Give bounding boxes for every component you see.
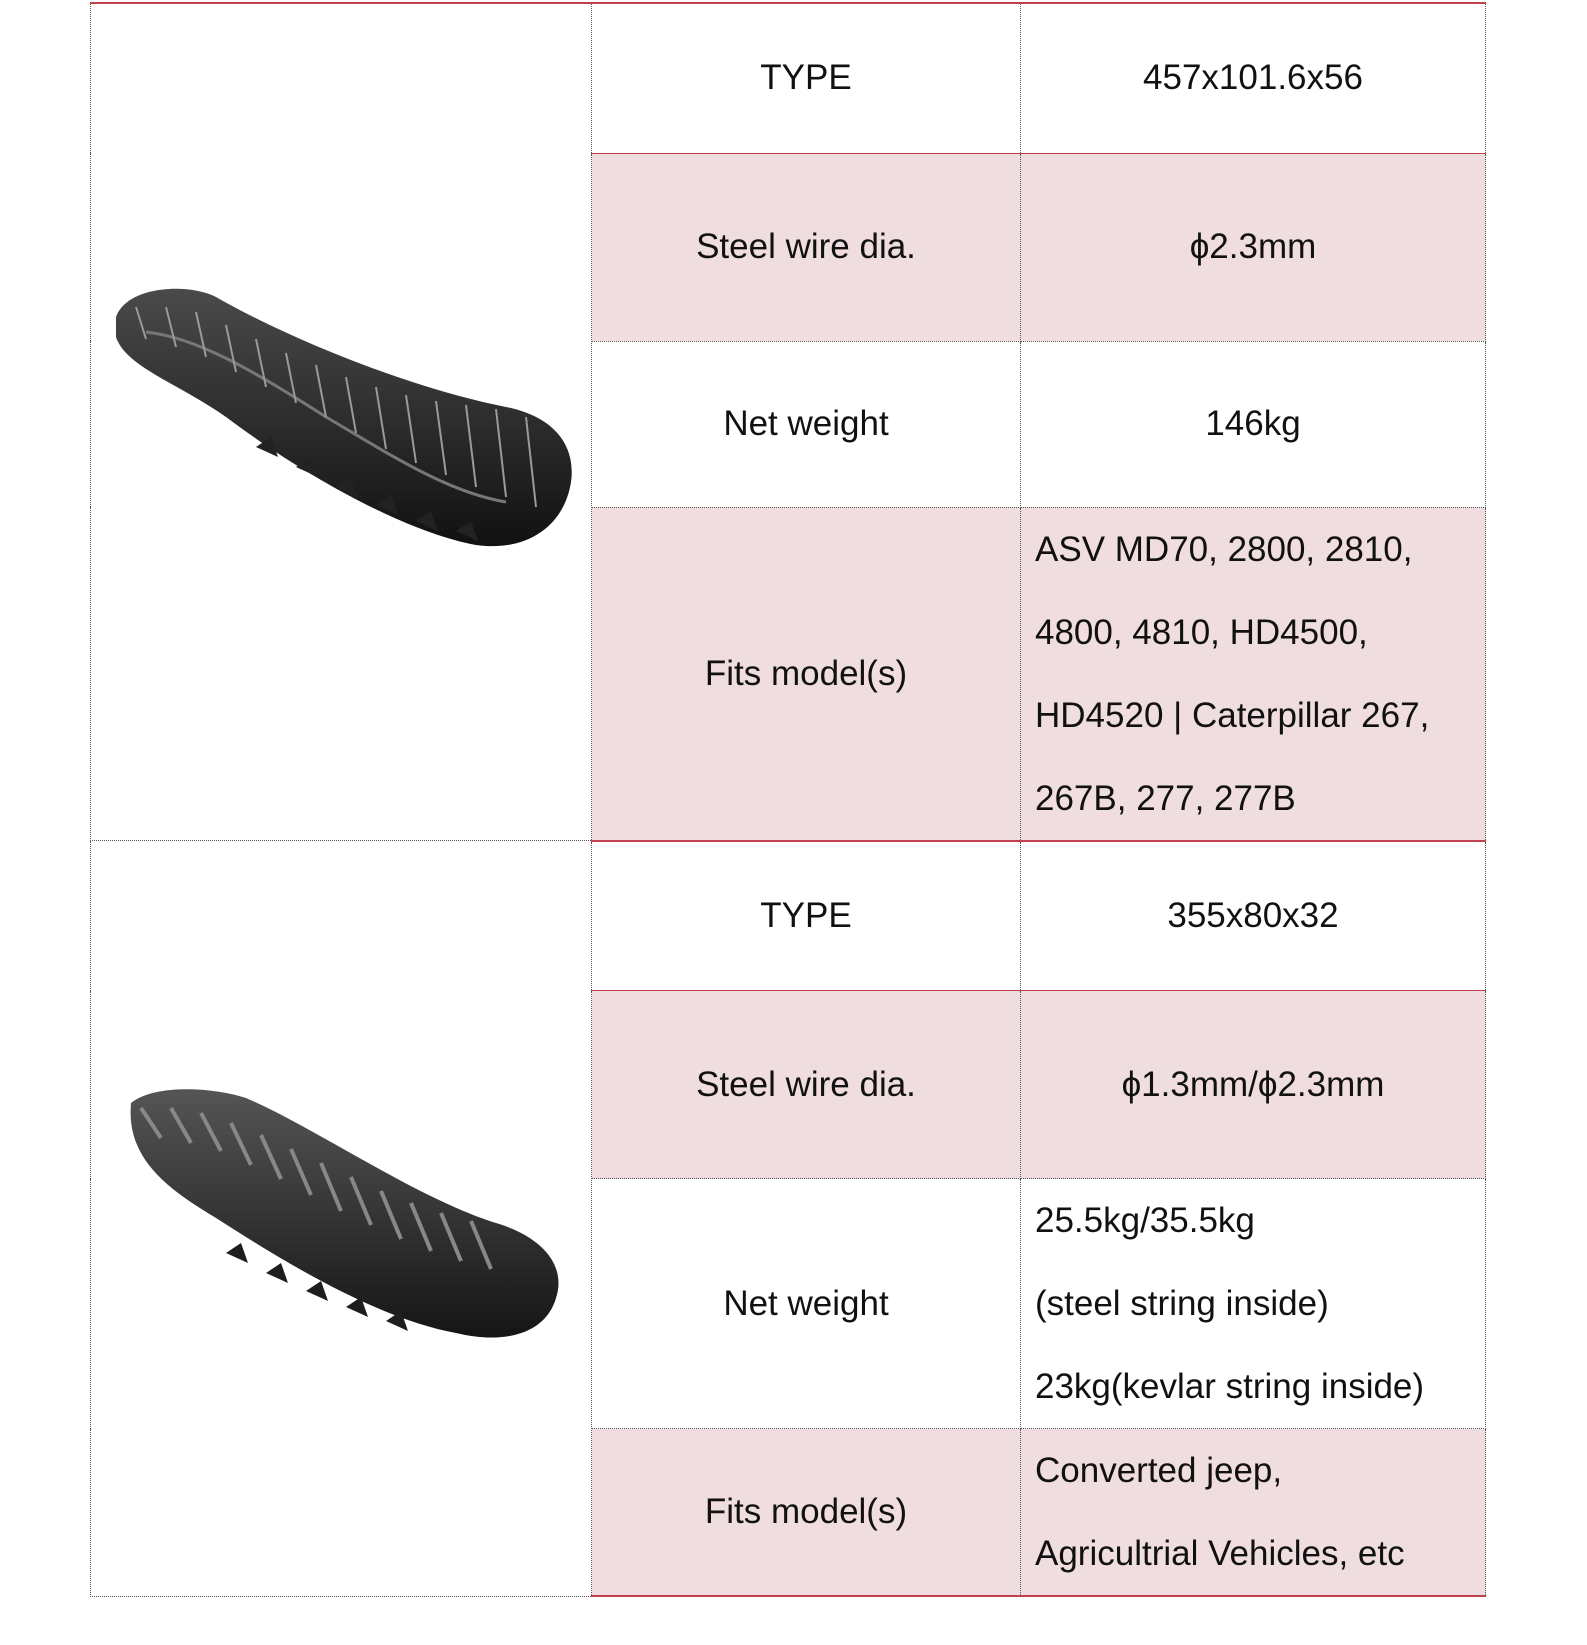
spec-value: ϕ2.3mm <box>1021 153 1486 341</box>
spec-label: TYPE <box>592 3 1021 153</box>
spec-label: TYPE <box>592 841 1021 991</box>
spec-value <box>1021 1179 1486 1429</box>
model-line: Agricultrial Vehicles, etc <box>1035 1534 1405 1573</box>
spec-value <box>1021 507 1486 841</box>
rubber-track-image <box>106 277 576 567</box>
spec-value <box>1021 1429 1486 1597</box>
spec-value: 355x80x32 <box>1021 841 1486 991</box>
spec-label: Steel wire dia. <box>592 991 1021 1179</box>
weight-line: (steel string inside) <box>1035 1284 1329 1323</box>
spec-value: 146kg <box>1021 341 1486 507</box>
table-row <box>91 3 1486 153</box>
spec-label: Fits model(s) <box>592 1429 1021 1597</box>
model-line: Converted jeep, <box>1035 1451 1283 1490</box>
spec-table <box>90 2 1486 1597</box>
spec-label: Net weight <box>592 341 1021 507</box>
table-row <box>91 841 1486 991</box>
spec-value: ϕ1.3mm/ϕ2.3mm <box>1021 991 1486 1179</box>
weight-line: 25.5kg/35.5kg <box>1035 1201 1255 1240</box>
model-line: ASV MD70, 2800, 2810, <box>1035 529 1413 569</box>
weight-line: 23kg(kevlar string inside) <box>1035 1367 1425 1406</box>
model-line: 4800, 4810, HD4500, <box>1035 612 1368 652</box>
spec-value: 457x101.6x56 <box>1021 3 1486 153</box>
model-line: HD4520 | Caterpillar 267, <box>1035 695 1430 735</box>
spec-label: Fits model(s) <box>592 507 1021 841</box>
product-image-cell <box>91 841 592 1597</box>
spec-label: Net weight <box>592 1179 1021 1429</box>
spec-label: Steel wire dia. <box>592 153 1021 341</box>
product-image-cell <box>91 3 592 841</box>
rubber-track-image <box>116 1083 566 1353</box>
model-line: 267B, 277, 277B <box>1035 778 1296 818</box>
